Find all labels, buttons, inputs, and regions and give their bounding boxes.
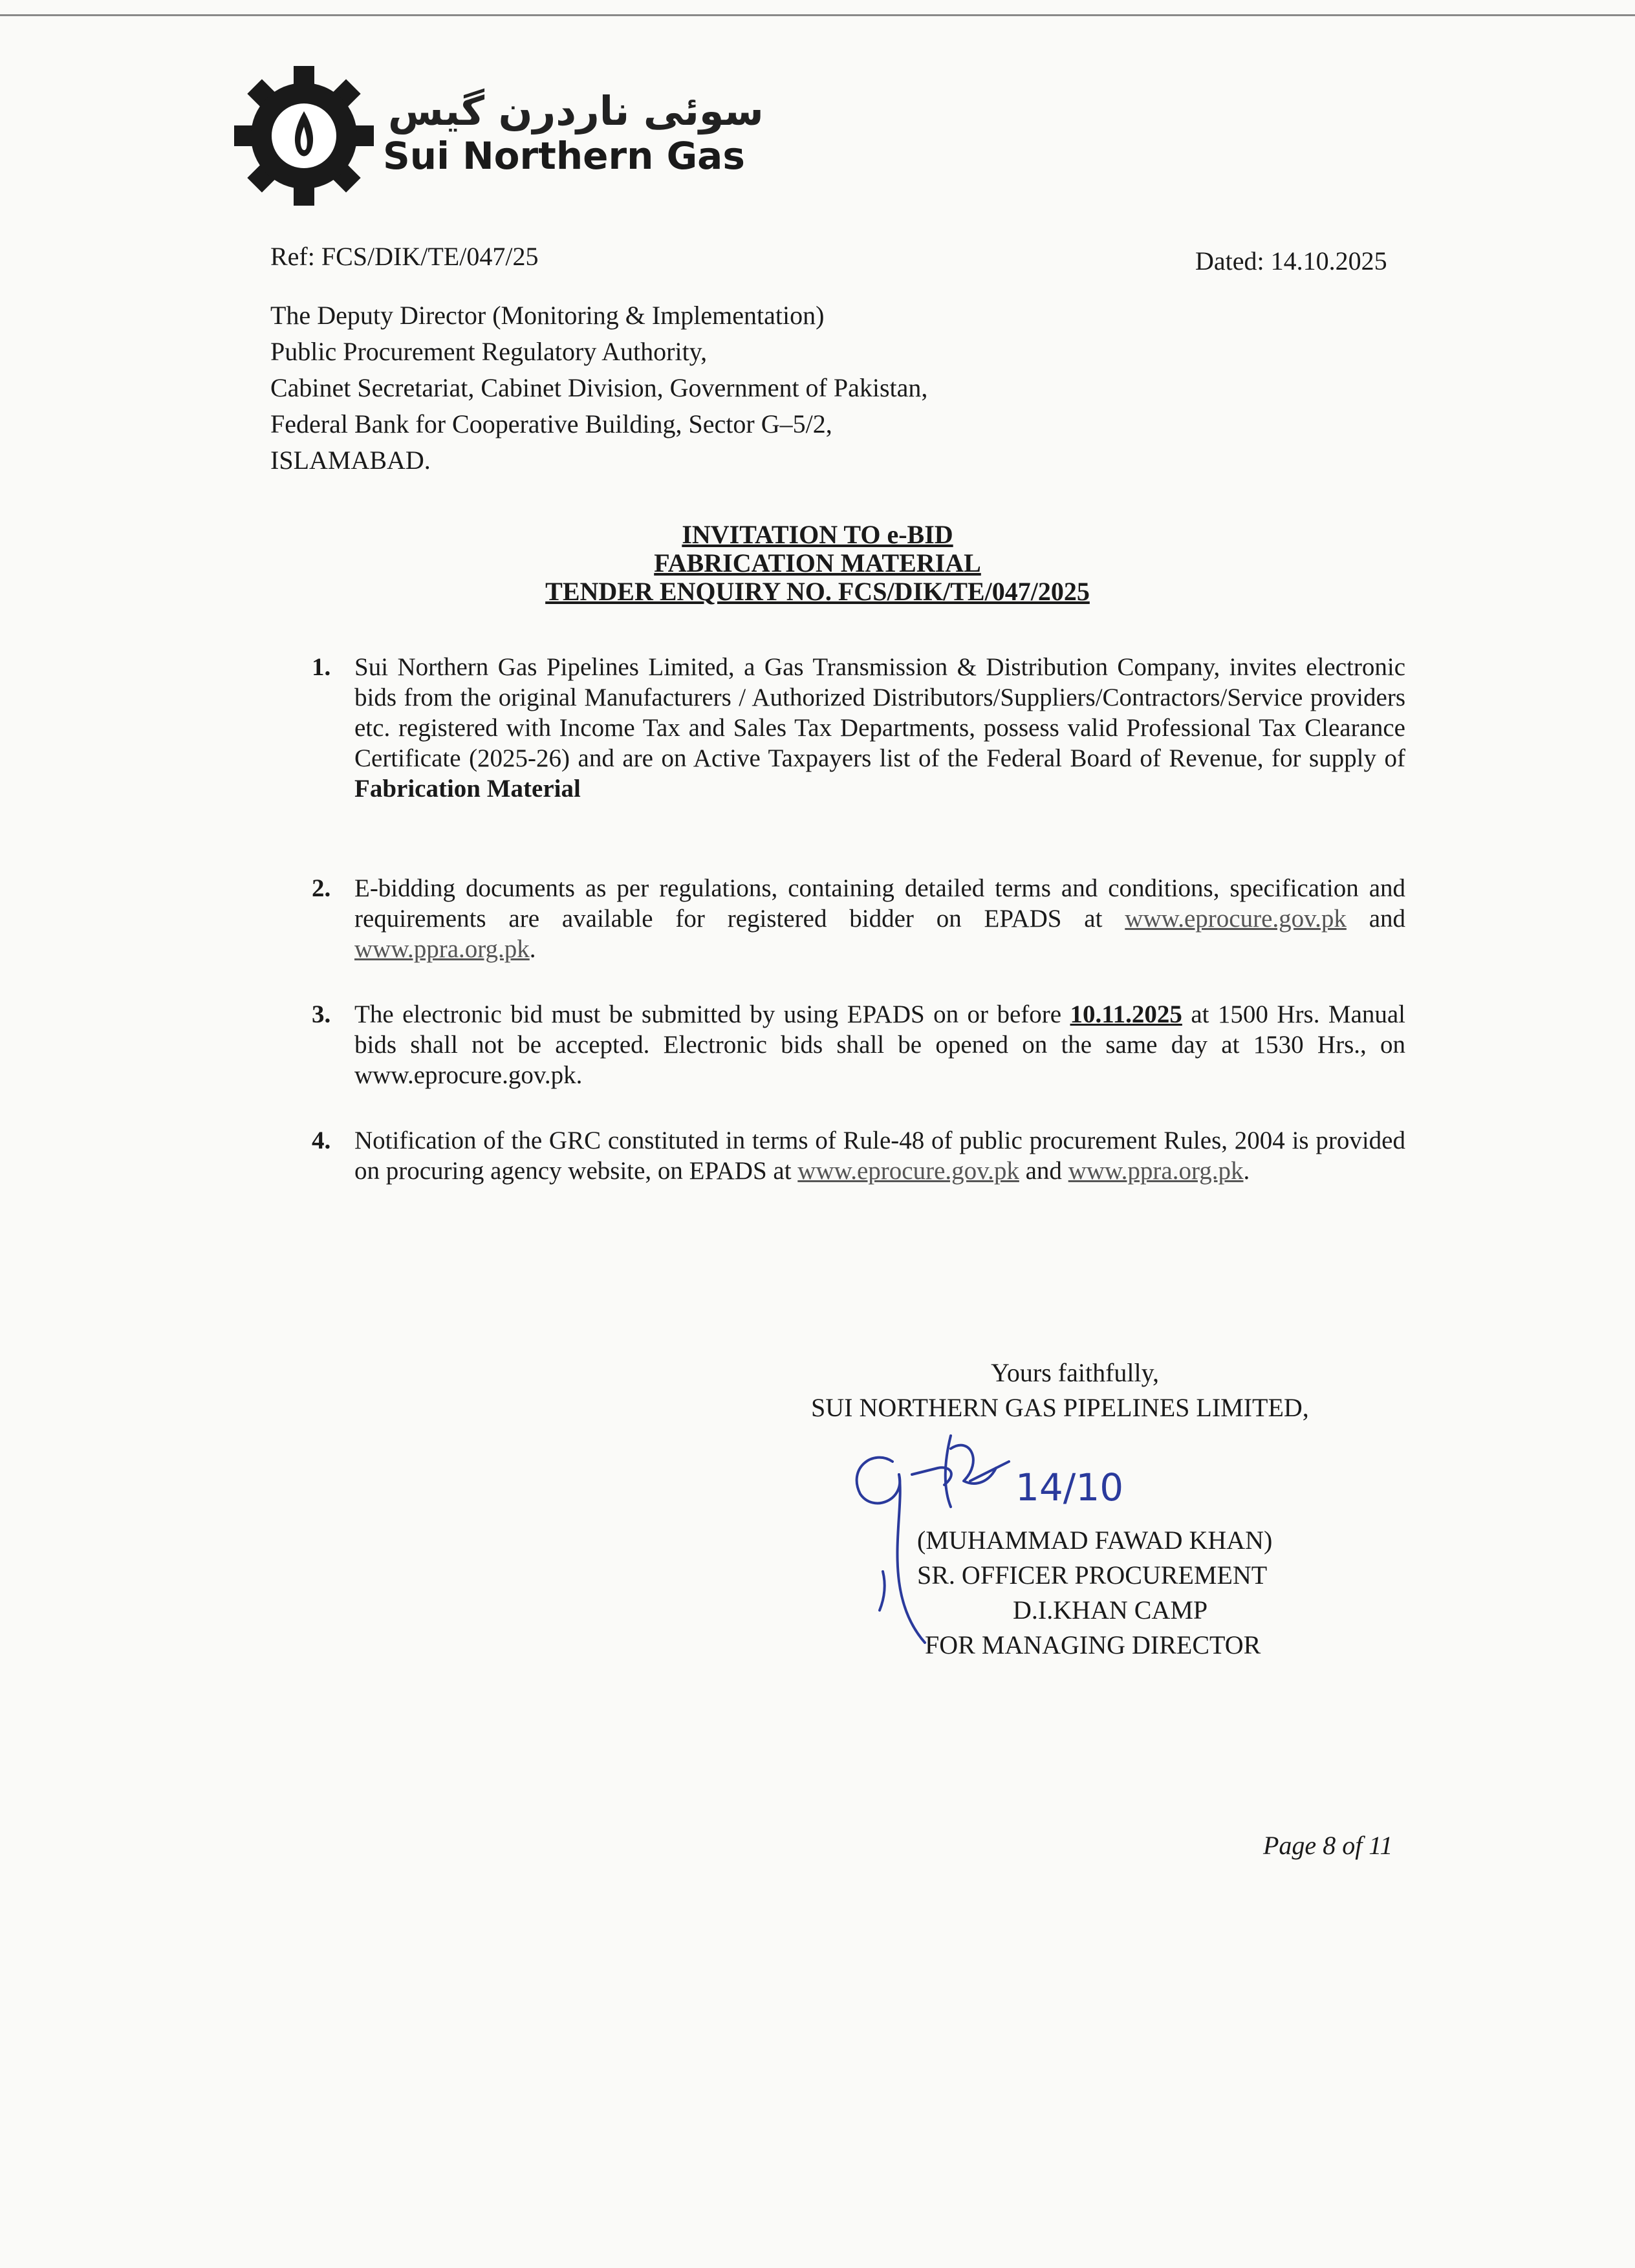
title-line-3: TENDER ENQUIRY NO. FCS/DIK/TE/047/2025 — [545, 577, 1090, 606]
company-name: SUI NORTHERN GAS PIPELINES LIMITED, — [811, 1393, 1309, 1422]
gear-logo-icon — [233, 65, 375, 207]
eprocure-link[interactable]: www.eprocure.gov.pk — [1125, 905, 1347, 933]
recipient-address — [270, 297, 927, 479]
conjunction-text: and — [1025, 1157, 1062, 1185]
signatory-capacity: FOR MANAGING DIRECTOR — [925, 1630, 1261, 1659]
logo-urdu-text: سوئی ناردرن گیس — [388, 87, 764, 135]
address-line: Federal Bank for Cooperative Building, Sector G–5/2, — [270, 409, 832, 438]
logo-english-text: Sui Northern Gas — [383, 134, 745, 178]
paragraph-4 — [312, 1125, 1405, 1186]
ppra-link[interactable]: www.ppra.org.pk — [354, 935, 530, 963]
paragraph-number: 3. — [312, 1000, 331, 1028]
signatory-block — [917, 1523, 1272, 1663]
paragraph-bold-text: Fabrication Material — [354, 775, 581, 803]
closing-block — [811, 1355, 1309, 1425]
signature-date: 14/10 — [1015, 1465, 1124, 1509]
title-line-1: INVITATION TO e-BID — [682, 520, 953, 549]
signatory-location: D.I.KHAN CAMP — [1013, 1595, 1208, 1625]
period-text: . — [1243, 1157, 1250, 1185]
paragraph-1 — [312, 652, 1405, 804]
reference-number: Ref: FCS/DIK/TE/047/25 — [270, 242, 539, 271]
address-line: Cabinet Secretariat, Cabinet Division, Government of Pakistan, — [270, 373, 928, 402]
signatory-title: SR. OFFICER PROCUREMENT — [917, 1561, 1268, 1590]
signatory-name: (MUHAMMAD FAWAD KHAN) — [917, 1526, 1273, 1555]
eprocure-link[interactable]: www.eprocure.gov.pk — [797, 1157, 1019, 1185]
conjunction-text: and — [1369, 905, 1406, 933]
paragraph-number: 1. — [312, 653, 331, 681]
address-line: ISLAMABAD. — [270, 446, 431, 475]
paragraph-number: 2. — [312, 874, 331, 902]
paragraph-3 — [312, 999, 1406, 1090]
paragraph-number: 4. — [312, 1127, 331, 1154]
title-line-2: FABRICATION MATERIAL — [654, 548, 981, 578]
paragraph-2 — [312, 873, 1406, 964]
submission-deadline: 10.11.2025 — [1070, 1000, 1182, 1028]
paragraph-text: Sui Northern Gas Pipelines Limited, a Gas Transmission & Distribution Company, invites electronic bids from the original Manufacturers / Authorized Distributors/Suppliers/Contractors/Service providers etc. registered with Income Tax and Sales Tax Departments, possess valid Professional Tax Clearance Certificate (2025-26) and are on Active Taxpayers list of the Federal Board of Revenue, for supply of — [354, 653, 1405, 772]
ppra-link[interactable]: www.ppra.org.pk — [1068, 1157, 1244, 1185]
address-line: Public Procurement Regulatory Authority, — [270, 337, 708, 366]
paragraph-text: E-bidding documents as per regulations, containing detailed terms and conditions, specification and requirements are available for registered bidder on EPADS at — [354, 874, 1405, 933]
company-logo — [233, 61, 880, 217]
period-text: . — [529, 935, 536, 963]
subject-heading — [0, 521, 1635, 606]
scan-top-edge — [0, 14, 1635, 16]
address-line: The Deputy Director (Monitoring & Implementation) — [270, 301, 825, 330]
paragraph-text: Notification of the GRC constituted in terms of Rule-48 of public procurement Rules, 2004 is provided on procuring agency website, on EPADS at — [354, 1127, 1405, 1185]
letter-date: Dated: 14.10.2025 — [1195, 246, 1387, 275]
closing-salutation: Yours faithfully, — [991, 1358, 1160, 1387]
paragraph-text: The electronic bid must be submitted by using EPADS on or before — [354, 1000, 1062, 1028]
paragraph-text: at 1500 Hrs. Manual bids shall not be accepted. Electronic bids shall be opened on the same day at 1530 Hrs., on www.eprocure.gov.pk. — [354, 1000, 1406, 1089]
page-number: Page 8 of 11 — [1263, 1831, 1393, 1860]
